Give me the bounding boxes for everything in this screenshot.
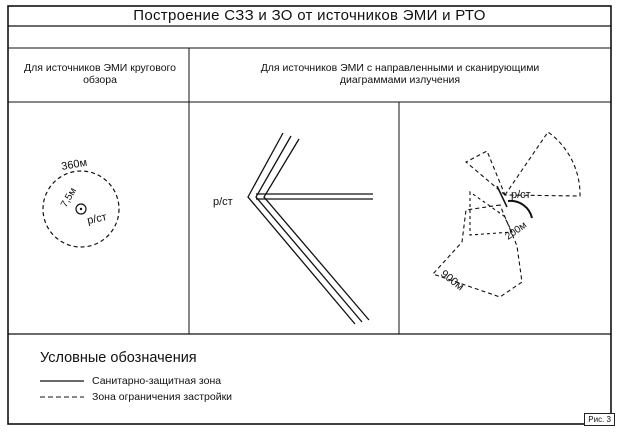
sector-inner xyxy=(470,192,512,235)
legend-title: Условные обозначения xyxy=(40,350,197,366)
circular-zone-diagram xyxy=(43,157,119,247)
legend-item-restriction: Зона ограничения застройки xyxy=(92,391,233,403)
sector-upper-right xyxy=(505,132,580,196)
station-label: р/ст xyxy=(213,196,233,208)
station-mast xyxy=(497,186,507,207)
sanitary-arc xyxy=(508,201,532,218)
legend-item-sanitary: Санитарно-защитная зона xyxy=(92,375,222,387)
station-point xyxy=(80,208,82,210)
sanitary-distance-label: 200м xyxy=(503,219,530,243)
outer-radius-label: 360м xyxy=(60,156,89,173)
restriction-distance-label: 900м xyxy=(438,267,466,294)
page-title: Построение СЗЗ и ЗО от источников ЭМИ и РТО xyxy=(133,7,486,24)
directional-zone-diagram xyxy=(213,133,373,324)
figure-label: Рис. 3 xyxy=(584,413,615,426)
column-header-circular: Для источников ЭМИ кругового обзора xyxy=(24,62,176,86)
sanitary-zone-outline-inner xyxy=(264,139,369,320)
column-header-directional: Для источников ЭМИ с направленными и сканирующими диаграммами излучения xyxy=(260,62,540,86)
sector-upper-left xyxy=(466,151,505,195)
scanning-zone-diagram xyxy=(433,132,580,297)
station-label: р/ст xyxy=(511,189,531,201)
station-label: р/ст xyxy=(86,211,108,227)
inner-radius-label: 7,5м xyxy=(59,186,79,210)
